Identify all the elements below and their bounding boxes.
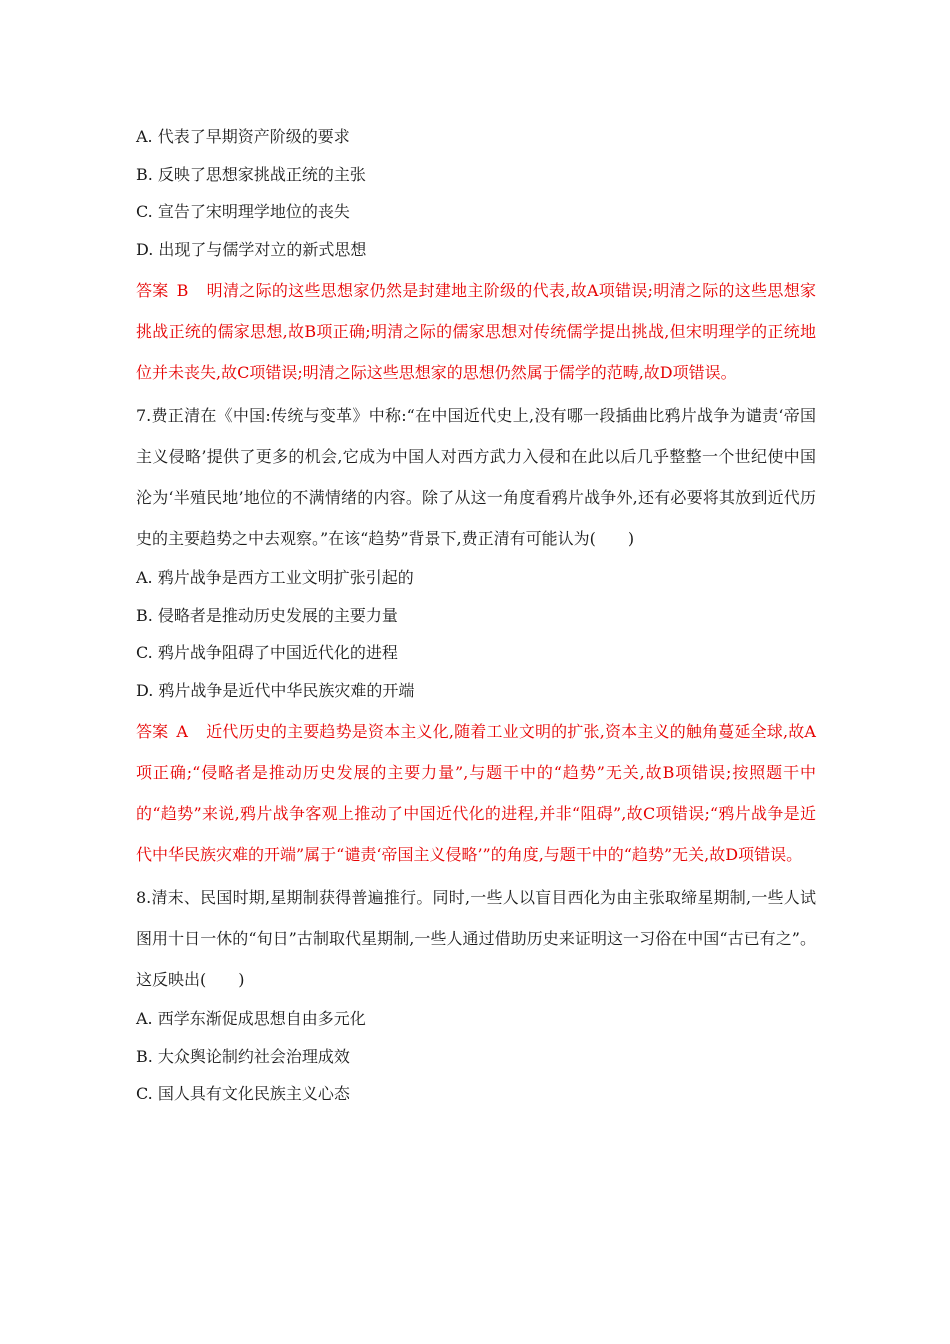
question-7-answer xyxy=(136,711,816,875)
option-b: B. 反映了思想家挑战正统的主张 xyxy=(136,164,366,184)
question-6-options xyxy=(136,118,816,268)
question-7-stem: 7.费正清在《中国:传统与变革》中称:“在中国近代史上,没有哪一段插曲比鸦片战争为谴责‘帝国主义侵略’提供了更多的机会,它成为中国人对西方武力入侵和在此以后几乎整整一个世纪使中国沦为‘半殖民地’地位的不满情绪的内容。除了从这一角度看鸦片战争外,还有必要将其放到近代历史的主要趋势之中去观察。”在该“趋势”背景下,费正清有可能认为( ) xyxy=(136,406,816,548)
answer-letter: A xyxy=(176,722,188,741)
answer-explanation: 明清之际的这些思想家仍然是封建地主阶级的代表,故A项错误;明清之际的这些思想家挑战正统的儒家思想,故B项正确;明清之际的儒家思想对传统儒学提出挑战,但宋明理学的正统地位并未丧失,故C项错误;明清之际这些思想家的思想仍然属于儒学的范畴,故D项错误。 xyxy=(136,281,816,382)
option-b: B. 侵略者是推动历史发展的主要力量 xyxy=(136,605,398,625)
option-c: C. 国人具有文化民族主义心态 xyxy=(136,1084,350,1103)
question-8-stem: 8.清末、民国时期,星期制获得普遍推行。同时,一些人以盲目西化为由主张取缔星期制,一些人试图用十日一休的“旬日”古制取代星期制,一些人通过借助历史来证明这一习俗在中国“古已有之”。这反映出( ) xyxy=(136,888,816,989)
answer-letter: B xyxy=(176,281,189,300)
question-6-answer xyxy=(136,270,816,393)
option-a: A. 代表了早期资产阶级的要求 xyxy=(136,127,350,146)
question-7-options xyxy=(136,559,816,709)
answer-explanation: 近代历史的主要趋势是资本主义化,随着工业文明的扩张,资本主义的触角蔓延全球,故A项正确;“侵略者是推动历史发展的主要力量”,与题干中的“趋势”无关,故B项错误;按照题干中的“趋势”来说,鸦片战争客观上推动了中国近代化的进程,并非“阻碍”,故C项错误;“鸦片战争是近代中华民族灾难的开端”属于“谴责‘帝国主义侵略’”的角度,与题干中的“趋势”无关,故D项错误。 xyxy=(136,722,816,864)
option-d: D. 出现了与儒学对立的新式思想 xyxy=(136,239,367,259)
answer-label: 答案 xyxy=(136,722,169,741)
answer-label: 答案 xyxy=(136,281,169,300)
option-a: A. 鸦片战争是西方工业文明扩张引起的 xyxy=(136,568,414,587)
option-d: D. 鸦片战争是近代中华民族灾难的开端 xyxy=(136,680,415,700)
option-c: C. 鸦片战争阻碍了中国近代化的进程 xyxy=(136,643,398,662)
document-page xyxy=(136,118,816,1113)
question-8-options xyxy=(136,1000,816,1113)
option-b: B. 大众舆论制约社会治理成效 xyxy=(136,1046,350,1066)
option-c: C. 宣告了宋明理学地位的丧失 xyxy=(136,202,350,221)
option-a: A. 西学东渐促成思想自由多元化 xyxy=(136,1009,366,1028)
